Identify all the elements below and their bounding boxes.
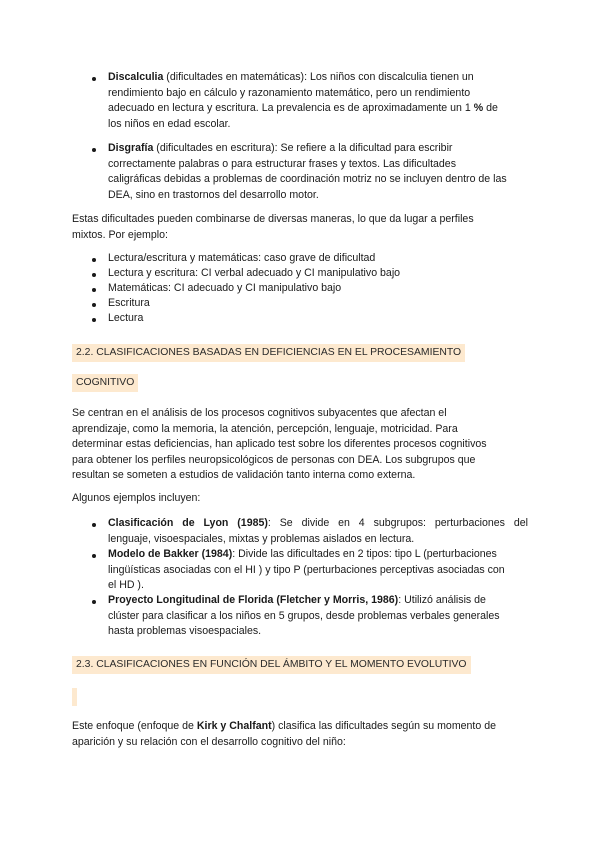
term-discalculia: Discalculia bbox=[108, 71, 164, 83]
example-florida: Proyecto Longitudinal de Florida (Fletcher y Morris, 1986): Utilizó análisis de clúster para clasificar a los niños en 5 grupos, desde problemas verbales generales hasta problemas visoespaciales. bbox=[108, 594, 500, 638]
section-heading-2-2-cont: COGNITIVO bbox=[72, 374, 138, 392]
bullet-dot bbox=[92, 77, 96, 81]
bullet-dot bbox=[92, 288, 96, 292]
examples-intro: Algunos ejemplos incluyen: bbox=[72, 492, 201, 504]
example-bakker: Modelo de Bakker (1984): Divide las dificultades en 2 tipos: tipo L (perturbaciones lingüísticas asociadas con el HI ) y tipo P (perturbaciones perceptivas asociadas con el HD ). bbox=[108, 548, 505, 592]
combine-paragraph: Estas dificultades pueden combinarse de diversas maneras, lo que da lugar a perfiles mixtos. Por ejemplo: bbox=[72, 213, 474, 241]
bullet-dot bbox=[92, 303, 96, 307]
section-heading-2-2: 2.2. CLASIFICACIONES BASADAS EN DEFICIENCIAS EN EL PROCESAMIENTO bbox=[72, 344, 465, 362]
bullet-dot bbox=[92, 148, 96, 152]
profile-item: Lectura y escritura: CI verbal adecuado y CI manipulativo bajo bbox=[108, 267, 401, 279]
profile-item: Lectura bbox=[108, 312, 144, 324]
cognitive-paragraph: Se centran en el análisis de los procesos cognitivos subyacentes que afectan el aprendizaje, como la memoria, la atención, percepción, lenguaje, motricidad. Para determinar estas deficiencias, han aplicado test sobre los diferentes procesos cognitivos para obtener los perfiles neuropsicológicos de personas con DEA. Los subgrupos que resultan se someten a estudios de validación tanto interna como externa. bbox=[72, 407, 487, 482]
bullet-dot bbox=[92, 600, 96, 604]
profile-item: Matemáticas: CI adecuado y CI manipulativo bajo bbox=[108, 282, 342, 294]
bullet-dot bbox=[92, 273, 96, 277]
example-lyon: Clasificación de Lyon (1985): Se divide en 4 subgrupos: perturbaciones del lenguaje, visoespaciales, mixtas y problemas aislados en lectura. bbox=[108, 517, 528, 545]
section-heading-2-3: 2.3. CLASIFICACIONES EN FUNCIÓN DEL ÁMBITO Y EL MOMENTO EVOLUTIVO bbox=[72, 656, 471, 674]
bullet-dot bbox=[92, 318, 96, 322]
profile-item: Escritura bbox=[108, 297, 150, 309]
term-disgrafia: Disgrafía bbox=[108, 142, 154, 154]
bullet-disgrafia: Disgrafía (dificultades en escritura): Se refiere a la dificultad para escribir correctamente palabras o para estructurar frases y textos. Las dificultades caligráficas debidas a problemas de coordinación motriz no se incluyen dentro de las DEA, sino en trastornos del desarrollo motor. bbox=[108, 142, 507, 201]
bullet-dot bbox=[92, 554, 96, 558]
heading-highlight-fragment bbox=[72, 688, 77, 706]
bullet-dot bbox=[92, 258, 96, 262]
bullet-discalculia: Discalculia (dificultades en matemáticas): Los niños con discalculia tienen un rendimiento bajo en cálculo y razonamiento matemático, pero un rendimiento adecuado en lectura y escritura. La prevalencia es de aproximadamente un 1 % de los niños en edad escolar. bbox=[108, 71, 498, 130]
profile-item: Lectura/escritura y matemáticas: caso grave de dificultad bbox=[108, 252, 376, 264]
term-kirk-chalfant: Kirk y Chalfant bbox=[196, 720, 272, 732]
approach-paragraph: Este enfoque (enfoque de Kirk y Chalfant) clasifica las dificultades según su momento de aparición y su relación con el desarrollo cognitivo del niño: bbox=[72, 720, 496, 748]
bullet-dot bbox=[92, 523, 96, 527]
